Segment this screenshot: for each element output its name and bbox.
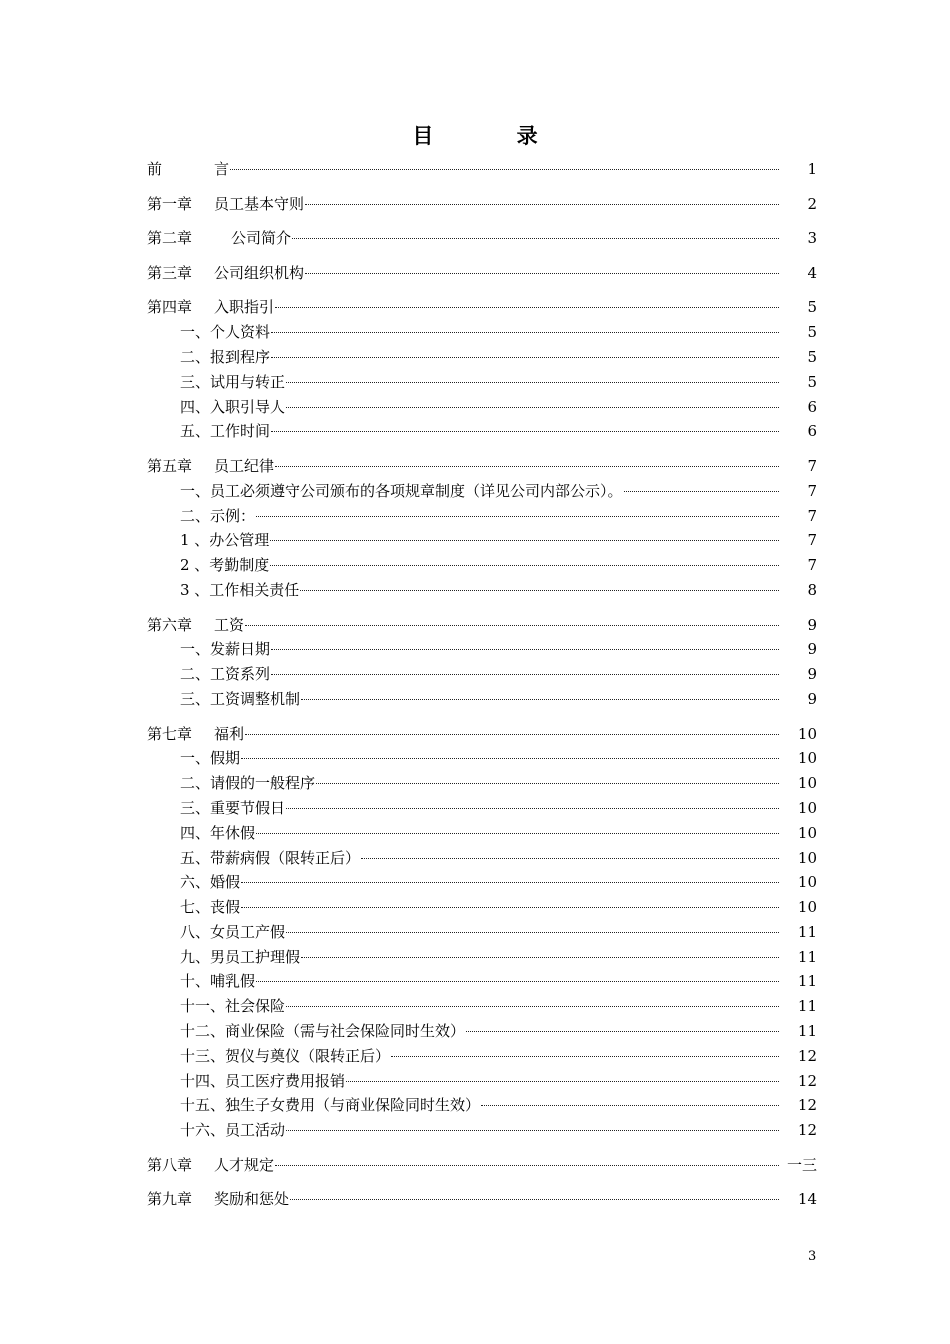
toc-entry-label	[147, 261, 304, 286]
toc-entry-label	[147, 192, 304, 217]
dot-leader	[290, 1199, 779, 1200]
toc-entry-label	[147, 821, 255, 846]
toc-chapter-number: 第五章	[147, 456, 193, 475]
toc-section-entry[interactable]	[147, 920, 817, 945]
toc-page-number: 7	[807, 456, 817, 475]
toc-section-entry[interactable]	[147, 870, 817, 895]
toc-section-entry[interactable]	[147, 419, 817, 444]
toc-page-number: 10	[797, 848, 817, 867]
toc-entry-label	[147, 796, 285, 821]
dot-leader	[466, 1031, 779, 1032]
dot-leader	[286, 382, 779, 383]
toc-entry-label	[147, 613, 244, 638]
toc-chapter-entry[interactable]	[147, 295, 817, 320]
toc-entry-text: 二、工资系列	[180, 665, 271, 684]
toc-entry-text: 四、入职引导人	[180, 397, 286, 416]
toc-entry-text: 二、请假的一般程序	[180, 774, 316, 793]
toc-section-entry[interactable]	[147, 395, 817, 420]
toc-entry-label	[147, 1069, 345, 1094]
toc-page-number: 2	[807, 194, 817, 213]
toc-page-number: 10	[797, 898, 817, 917]
dot-leader	[241, 758, 779, 759]
toc-entry-text: 入职指引	[214, 298, 275, 317]
toc-page-number: 6	[807, 397, 817, 416]
toc-entry-text: 十五、独生子女费用（与商业保险同时生效）	[180, 1096, 481, 1115]
dot-leader	[292, 238, 779, 239]
toc-chapter-number: 第七章	[147, 724, 193, 743]
dot-leader	[256, 981, 779, 982]
toc-entry-text: 十、哺乳假	[180, 972, 256, 991]
dot-leader	[275, 1165, 779, 1166]
toc-title: 目 录	[412, 123, 576, 148]
dot-leader	[305, 204, 779, 205]
toc-entry-label	[147, 157, 229, 182]
toc-section-entry[interactable]	[147, 746, 817, 771]
toc-entry-text: 十一、社会保险	[180, 997, 286, 1016]
toc-section-entry[interactable]	[147, 895, 817, 920]
toc-page-number: 11	[797, 997, 817, 1016]
toc-entry-label	[147, 1153, 274, 1178]
toc-chapter-entry[interactable]	[147, 454, 817, 479]
toc-entry-text: 公司组织机构	[214, 263, 305, 282]
toc-chapter-number: 第四章	[147, 298, 193, 317]
toc-section-entry[interactable]	[147, 578, 817, 603]
toc-section-entry[interactable]	[147, 528, 817, 553]
toc-section-entry[interactable]	[147, 1044, 817, 1069]
toc-entry-label	[147, 920, 285, 945]
toc-section-entry[interactable]	[147, 821, 817, 846]
toc-chapter-entry[interactable]	[147, 226, 817, 251]
dot-leader	[301, 699, 779, 700]
toc-entry-label	[147, 345, 270, 370]
dot-leader	[270, 540, 779, 541]
toc-entry-label	[147, 637, 270, 662]
toc-entry-label	[147, 320, 270, 345]
toc-entry-text: 3 、工作相关责任	[180, 580, 300, 599]
toc-section-entry[interactable]	[147, 994, 817, 1019]
toc-section-entry[interactable]	[147, 1019, 817, 1044]
toc-entry-label	[147, 1118, 285, 1143]
toc-page-number: 10	[797, 798, 817, 817]
toc-page-number: 9	[807, 689, 817, 708]
dot-leader	[286, 1006, 779, 1007]
toc-entry-text: 一、员工必须遵守公司颁布的各项规章制度（详见公司内部公示）。	[180, 481, 623, 500]
toc-page-number: 11	[797, 972, 817, 991]
toc-page-number: 12	[797, 1121, 817, 1140]
toc-entry-text: 言	[214, 160, 230, 178]
toc-page-number: 10	[797, 823, 817, 842]
toc-page-number: 11	[797, 922, 817, 941]
toc-entry-label	[147, 578, 299, 603]
toc-section-entry[interactable]	[147, 969, 817, 994]
toc-entry-text: 五、带薪病假（限转正后）	[180, 848, 361, 867]
toc-entry-label	[147, 771, 315, 796]
toc-page-number: 5	[807, 372, 817, 391]
toc-entry-text: 十六、员工活动	[180, 1121, 286, 1140]
toc-page-number: 9	[807, 640, 817, 659]
toc-entry-label	[147, 687, 300, 712]
dot-leader	[271, 431, 779, 432]
dot-leader	[271, 674, 779, 675]
toc-section-entry[interactable]	[147, 320, 817, 345]
toc-entry-label	[147, 722, 244, 747]
toc-section-entry[interactable]	[147, 479, 817, 504]
toc-entry-text: 1 、办公管理	[180, 531, 270, 550]
toc-section-entry[interactable]	[147, 846, 817, 871]
toc-page-number: 6	[807, 422, 817, 441]
toc-section-entry[interactable]	[147, 771, 817, 796]
toc-section-entry[interactable]	[147, 553, 817, 578]
dot-leader	[241, 907, 779, 908]
toc-page-number: 12	[797, 1096, 817, 1115]
dot-leader	[271, 357, 779, 358]
toc-entry-label	[147, 226, 291, 251]
toc-page-number: 5	[807, 298, 817, 317]
dot-leader	[256, 516, 779, 517]
toc-chapter-number: 第一章	[147, 194, 193, 213]
toc-entry-label	[147, 846, 360, 871]
toc-entry-text: 福利	[214, 724, 245, 743]
toc-chapter-entry[interactable]	[147, 192, 817, 217]
toc-entry-label	[147, 1187, 289, 1212]
toc-entry-label	[147, 994, 285, 1019]
toc-entry-text: 奖励和惩处	[214, 1190, 290, 1209]
toc-entry-label	[147, 662, 270, 687]
dot-leader	[361, 858, 779, 859]
toc-entry-text: 一、发薪日期	[180, 640, 271, 659]
toc-section-entry[interactable]	[147, 945, 817, 970]
toc-entry-label	[147, 504, 255, 529]
toc-chapter-entry[interactable]	[147, 261, 817, 286]
toc-section-entry[interactable]	[147, 345, 817, 370]
toc-section-entry[interactable]	[147, 1069, 817, 1094]
toc-chapter-entry[interactable]	[147, 1153, 817, 1178]
toc-page-number: 9	[807, 615, 817, 634]
toc-page-number: 10	[797, 873, 817, 892]
toc-entry-text: 一、个人资料	[180, 323, 271, 342]
dot-leader	[270, 565, 779, 566]
toc-chapter-number: 第八章	[147, 1155, 193, 1174]
toc-entry-text: 工资	[214, 615, 245, 634]
dot-leader	[271, 332, 779, 333]
toc-page-number: 11	[797, 947, 817, 966]
dot-leader	[391, 1056, 779, 1057]
dot-leader	[286, 932, 779, 933]
dot-leader	[286, 1130, 779, 1131]
toc-entry-text: 一、假期	[180, 749, 241, 768]
toc-entry-text: 九、男员工护理假	[180, 947, 301, 966]
toc-entry-text: 七、丧假	[180, 898, 241, 917]
toc-page-number: 7	[807, 531, 817, 550]
table-of-contents	[147, 157, 817, 1212]
toc-section-entry[interactable]	[147, 1118, 817, 1143]
toc-entry-text: 2 、考勤制度	[180, 556, 270, 575]
toc-page-number: 7	[807, 556, 817, 575]
toc-chapter-number: 第三章	[147, 263, 193, 282]
dot-leader	[300, 590, 779, 591]
toc-page-number: 一三	[786, 1155, 817, 1174]
toc-page-number: 7	[807, 481, 817, 500]
toc-page-number: 5	[807, 347, 817, 366]
dot-leader	[301, 957, 779, 958]
dot-leader	[230, 169, 779, 170]
toc-section-entry[interactable]	[147, 637, 817, 662]
toc-page-number: 4	[807, 263, 817, 282]
toc-entry-label	[147, 895, 240, 920]
toc-entry-label	[147, 746, 240, 771]
dot-leader	[624, 491, 779, 492]
toc-section-entry[interactable]	[147, 1093, 817, 1118]
toc-entry-label	[147, 1019, 465, 1044]
toc-entry-text: 三、重要节假日	[180, 798, 286, 817]
toc-entry-label	[147, 454, 274, 479]
toc-entry-label	[147, 553, 269, 578]
toc-entry-text: 公司简介	[231, 229, 292, 248]
toc-entry-label	[147, 870, 240, 895]
toc-entry-text: 十四、员工医疗费用报销	[180, 1071, 346, 1090]
dot-leader	[316, 783, 779, 784]
dot-leader	[271, 649, 779, 650]
toc-entry-text: 十三、贺仪与奠仪（限转正后）	[180, 1046, 391, 1065]
toc-section-entry[interactable]	[147, 687, 817, 712]
dot-leader	[256, 833, 779, 834]
toc-entry-text: 十二、商业保险（需与社会保险同时生效）	[180, 1022, 466, 1041]
toc-entry-label	[147, 479, 623, 504]
toc-page-number: 11	[797, 1022, 817, 1041]
toc-page-number: 10	[797, 724, 817, 743]
toc-section-entry[interactable]	[147, 796, 817, 821]
toc-entry-label	[147, 945, 300, 970]
toc-chapter-number: 第九章	[147, 1190, 193, 1209]
toc-page-number: 9	[807, 665, 817, 684]
toc-entry-label	[147, 295, 274, 320]
toc-section-entry[interactable]	[147, 504, 817, 529]
toc-page-number: 5	[807, 323, 817, 342]
toc-entry-text: 三、工资调整机制	[180, 689, 301, 708]
toc-page-number: 12	[797, 1071, 817, 1090]
toc-page-number: 12	[797, 1046, 817, 1065]
dot-leader	[346, 1081, 779, 1082]
dot-leader	[245, 625, 779, 626]
toc-page-number: 1	[807, 160, 817, 178]
toc-section-entry[interactable]	[147, 662, 817, 687]
toc-entry-text: 三、试用与转正	[180, 372, 286, 391]
toc-page-number: 8	[807, 580, 817, 599]
toc-entry-label	[147, 395, 285, 420]
dot-leader	[275, 466, 779, 467]
toc-chapter-entry[interactable]	[147, 613, 817, 638]
dot-leader	[286, 407, 779, 408]
toc-entry-text: 二、报到程序	[180, 347, 271, 366]
toc-entry-text: 六、婚假	[180, 873, 241, 892]
toc-entry-label	[147, 370, 285, 395]
toc-entry-text: 四、年休假	[180, 823, 256, 842]
toc-chapter-number: 前	[147, 160, 163, 178]
toc-entry-text: 员工纪律	[214, 456, 275, 475]
page-number: 3	[808, 1249, 817, 1264]
toc-entry-label	[147, 1093, 480, 1118]
toc-entry-text: 五、工作时间	[180, 422, 271, 441]
toc-page-number: 7	[807, 506, 817, 525]
toc-chapter-entry[interactable]	[147, 722, 817, 747]
toc-page-number: 10	[797, 749, 817, 768]
dot-leader	[241, 882, 779, 883]
toc-entry-label	[147, 1044, 390, 1069]
dot-leader	[275, 307, 779, 308]
toc-chapter-number: 第二章	[147, 229, 193, 248]
toc-entry-text: 人才规定	[214, 1155, 275, 1174]
toc-page-number: 10	[797, 774, 817, 793]
toc-entry-label	[147, 419, 270, 444]
dot-leader	[481, 1105, 779, 1106]
toc-entry-text: 二、示例：	[180, 506, 256, 525]
toc-section-entry[interactable]	[147, 370, 817, 395]
toc-chapter-entry[interactable]	[147, 157, 817, 182]
toc-entry-text: 员工基本守则	[214, 194, 305, 213]
dot-leader	[286, 808, 779, 809]
toc-chapter-entry[interactable]	[147, 1187, 817, 1212]
toc-entry-text: 八、女员工产假	[180, 922, 286, 941]
toc-page-number: 14	[797, 1190, 817, 1209]
toc-page-number: 3	[807, 229, 817, 248]
toc-entry-label	[147, 528, 269, 553]
toc-chapter-number: 第六章	[147, 615, 193, 634]
toc-entry-label	[147, 969, 255, 994]
dot-leader	[305, 273, 779, 274]
dot-leader	[245, 734, 779, 735]
